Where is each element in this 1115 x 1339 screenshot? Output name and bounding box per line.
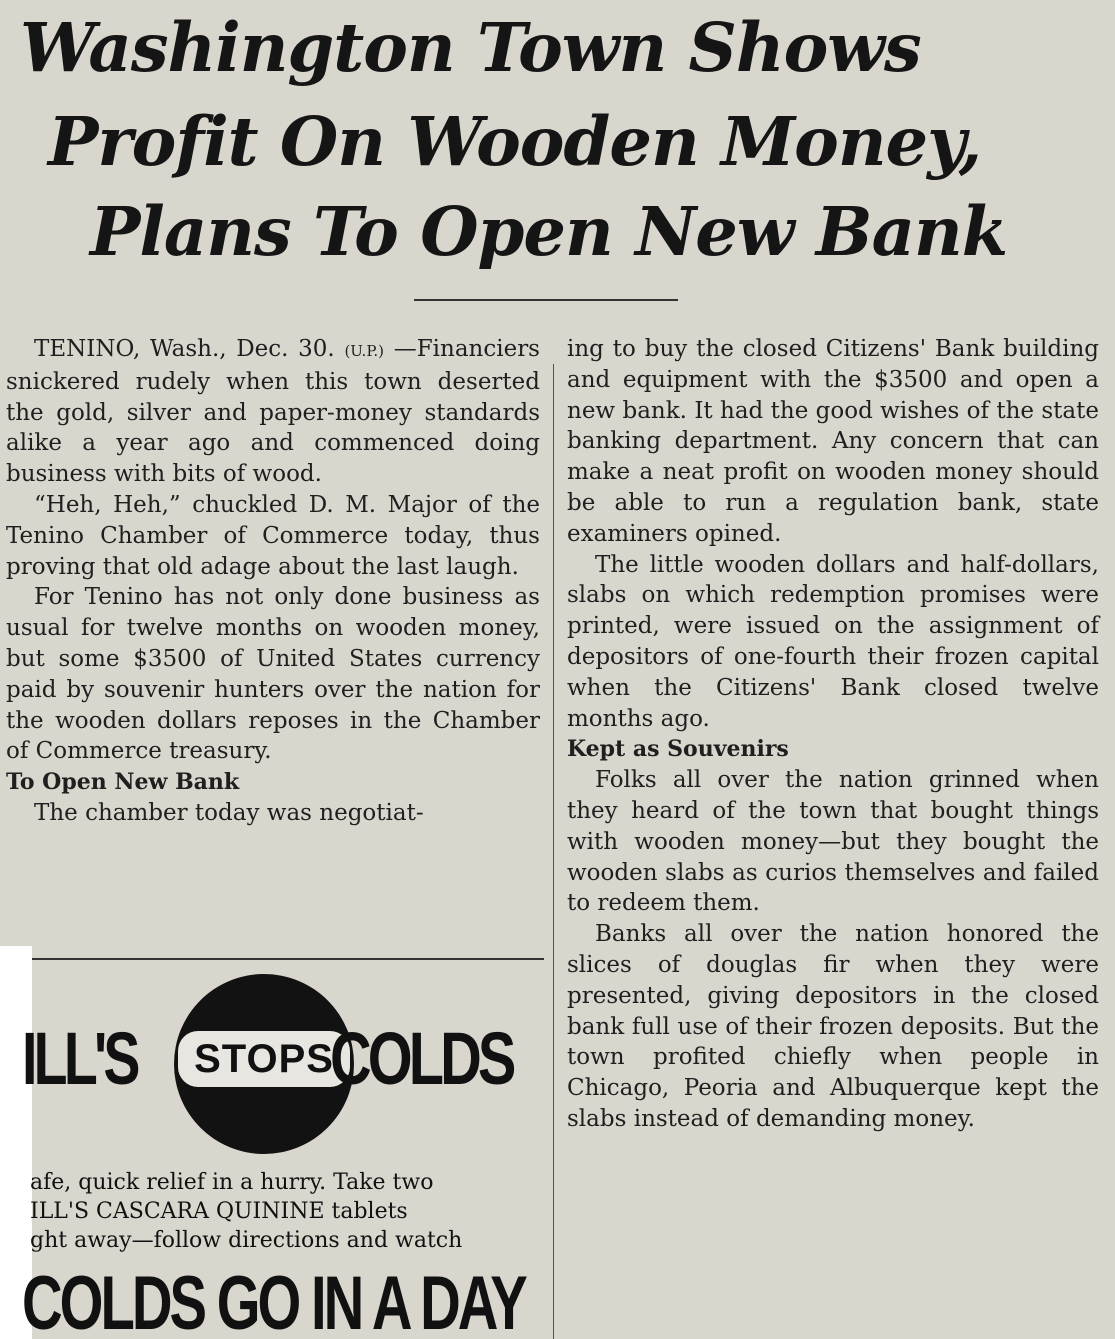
ad-stops-badge: STOPS [178,1031,350,1087]
article-para-5: The little wooden dollars and half-dollars, slabs on which redemption promises were printed, were issued on the assignment of depositors of one-fourth their frozen capital when the Citizens' Bank closed twelve months ago. [567,551,1099,732]
ad-body [30,1168,548,1255]
article-para-7: Banks all over the nation honored the slices of douglas fir when they were presented, giving depositors in the closed bank full use of their frozen deposits. But the town profited chiefly when people in Chicago, Peoria and Albuquerque kept the slabs instead of demanding money. [567,921,1099,1132]
agency: (U.P.) [344,342,384,360]
ad-body-line-3: ght away—follow directions and watch [30,1228,463,1253]
article-column-1 [6,334,540,829]
para1-text: —Financiers snickered rudely when this town deserted the gold, silver and paper-money standards alike a year ago and commenced doing business with bits of wood. [6,336,540,488]
ad-body-line-1: afe, quick relief in a hurry. Take two [30,1170,434,1195]
headline-line-3: Plans To Open New Bank [90,192,1008,271]
headline-line-1: Washington Town Shows [20,8,921,87]
article-para-1 [6,334,540,490]
headline-line-2: Profit On Wooden Money, [48,102,982,181]
cold-remedy-ad [0,946,548,1339]
subhead-open-new-bank: To Open New Bank [6,769,240,796]
ad-tagline: COLDS GO IN A DAY [22,1261,525,1339]
ad-colds: COLDS [330,1017,513,1100]
column-rule [553,364,554,1339]
ad-brand: ILL'S [22,1017,137,1100]
ad-top-rule [32,958,544,960]
ad-body-line-2: ILL'S CASCARA QUININE tablets [30,1199,408,1224]
subhead-kept-as-souvenirs: Kept as Souvenirs [567,736,789,763]
article-para-4a: The chamber today was negotiat- [34,799,424,826]
article-para-6: Folks all over the nation grinned when they heard of the town that bought things with wooden money—but they bought the wooden slabs as curios themselves and failed to redeem them. [567,767,1099,917]
headline-rule [414,299,678,301]
dateline: TENINO, Wash., Dec. 30. [34,336,335,362]
article-para-3: For Tenino has not only done business as usual for twelve months on wooden money, but some $3500 of United States currency paid by souvenir hunters over the nation for the wooden dollars reposes in the Chamber of Commerce treasury. [6,584,540,765]
article-column-2 [567,334,1099,1135]
article-para-4b: ing to buy the closed Citizens' Bank building and equipment with the $3500 and open a new bank. It had the good wishes of the state banking department. Any concern that can make a neat profit on wooden money should be able to run a regulation bank, state examiners opined. [567,336,1099,547]
article-para-2: “Heh, Heh,” chuckled D. M. Major of the Tenino Chamber of Commerce today, thus proving that old adage about the last laugh. [6,491,540,580]
headline [0,0,1115,300]
